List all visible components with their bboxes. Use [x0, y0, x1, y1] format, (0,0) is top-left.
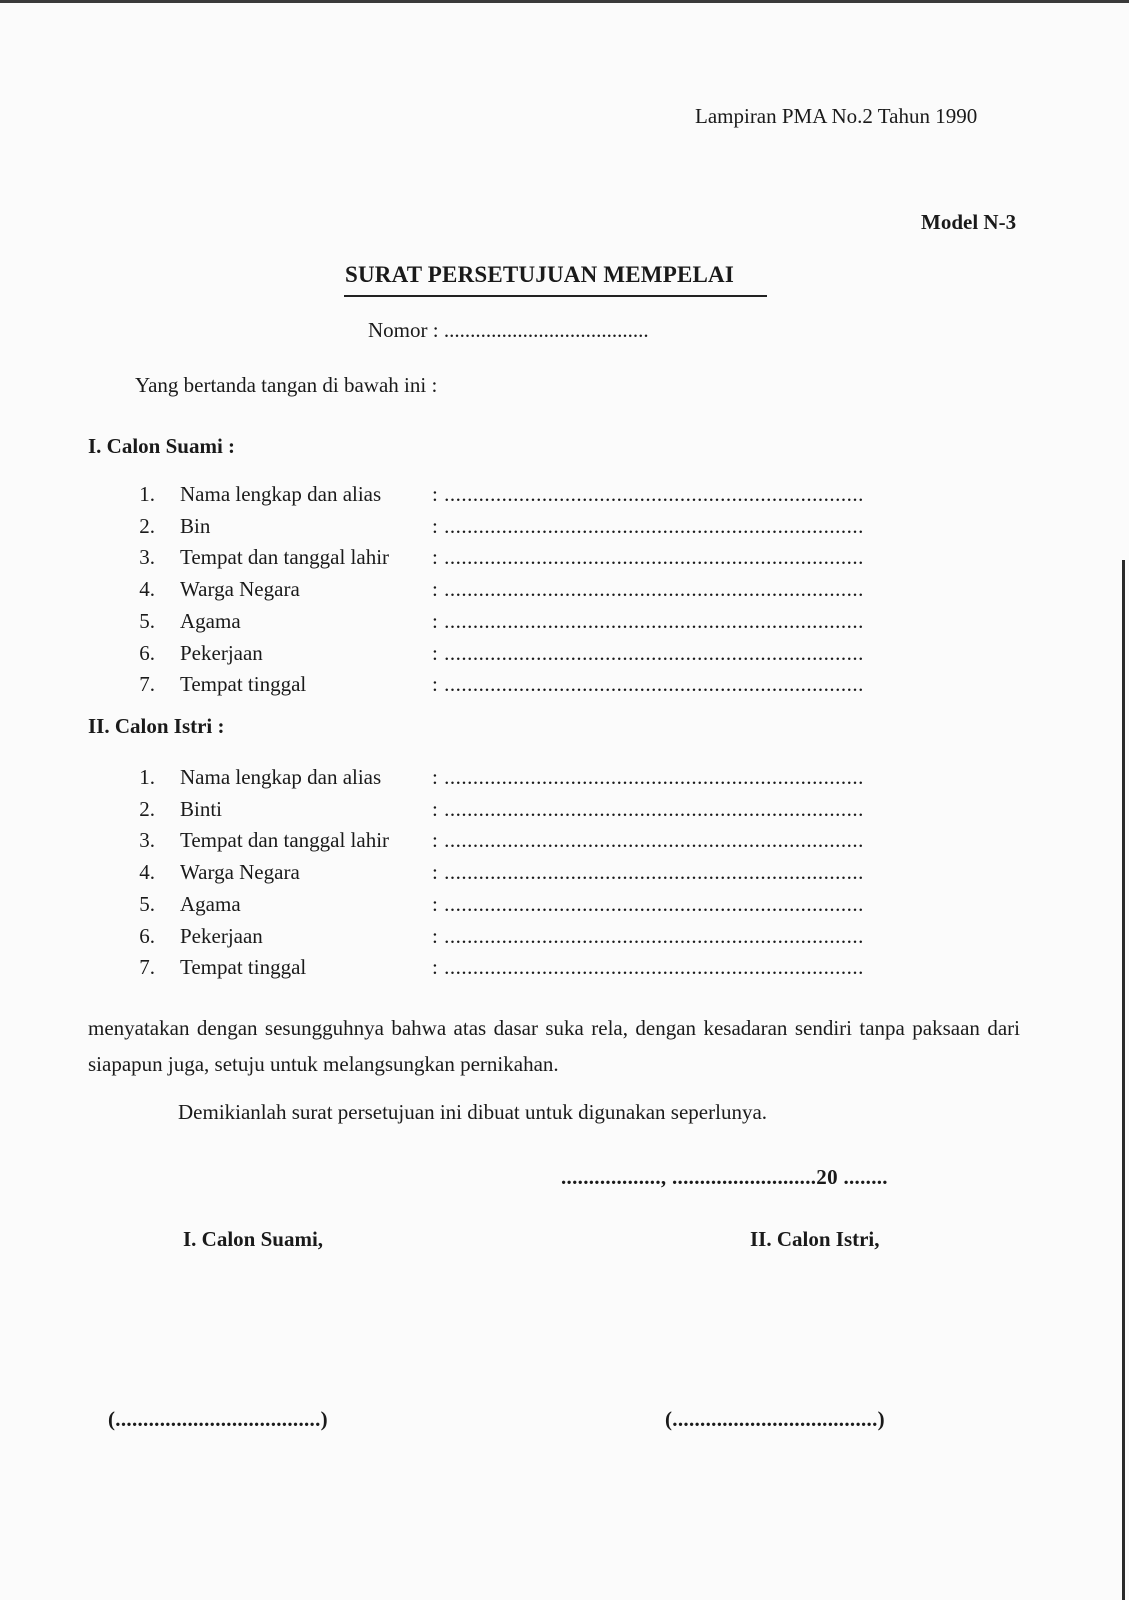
signature-blank-istri: (.....................................): [665, 1407, 885, 1431]
field-label: Agama: [180, 608, 241, 633]
field-number: 5.: [139, 608, 155, 633]
field-label: Warga Negara: [180, 577, 300, 602]
field-value-blank: : .........................................................................: [432, 513, 864, 538]
field-row: [0, 828, 1129, 859]
field-number: 7.: [139, 672, 155, 697]
field-value-blank: : .........................................................................: [432, 955, 864, 980]
title-underline: [344, 295, 767, 297]
field-value-blank: : .........................................................................: [432, 891, 864, 916]
signature-blank-suami: (.....................................): [108, 1407, 328, 1431]
intro-text: Yang bertanda tangan di bawah ini :: [135, 373, 438, 397]
field-row: [0, 609, 1129, 640]
field-label: Nama lengkap dan alias: [180, 765, 382, 789]
field-row: [0, 924, 1129, 955]
field-row: [0, 860, 1129, 891]
scan-edge-right: [1122, 560, 1125, 1600]
field-value-blank: : .........................................................................: [432, 923, 864, 948]
form-model-code: Model N-3: [921, 210, 1017, 234]
field-label: Warga Negara: [180, 860, 300, 885]
field-label: Tempat tinggal: [180, 955, 307, 980]
field-number: 7.: [139, 955, 155, 980]
field-label: Agama: [180, 891, 241, 916]
field-value-blank: : .........................................................................: [432, 828, 864, 853]
field-number: 3.: [139, 828, 155, 853]
field-number: 2.: [139, 796, 155, 821]
field-label: Pekerjaan: [180, 640, 263, 665]
field-label: Binti: [180, 796, 223, 821]
section-heading-istri: II. Calon Istri :: [88, 714, 225, 738]
field-row: [0, 482, 1129, 513]
field-value-blank: : .........................................................................: [432, 640, 864, 665]
field-row: [0, 577, 1129, 608]
field-value-blank: : .........................................................................: [432, 545, 864, 570]
field-row: [0, 641, 1129, 672]
scan-edge-top: [0, 0, 1129, 3]
field-label: Nama lengkap dan alias: [180, 482, 382, 506]
field-label: Pekerjaan: [180, 923, 263, 948]
field-label: Bin: [180, 513, 211, 538]
field-number: 5.: [139, 891, 155, 916]
field-value-blank: : .........................................................................: [432, 796, 864, 821]
field-label: Tempat dan tanggal lahir: [180, 828, 390, 853]
field-value-blank: : .........................................................................: [432, 765, 864, 789]
field-row: [0, 955, 1129, 986]
field-row: [0, 892, 1129, 923]
signature-label-istri: II. Calon Istri,: [750, 1227, 880, 1251]
field-label: Tempat tinggal: [180, 672, 307, 697]
field-value-blank: : .........................................................................: [432, 860, 864, 885]
document-number: Nomor : .......................................: [368, 318, 649, 342]
field-number: 6.: [139, 640, 155, 665]
field-row: [0, 514, 1129, 545]
signature-label-suami: I. Calon Suami,: [183, 1227, 324, 1251]
field-value-blank: : .........................................................................: [432, 608, 864, 633]
field-row: [0, 672, 1129, 703]
field-value-blank: : .........................................................................: [432, 482, 864, 506]
field-number: 1.: [139, 482, 155, 506]
field-row: [0, 797, 1129, 828]
lampiran-reference: Lampiran PMA No.2 Tahun 1990: [695, 104, 978, 128]
place-date-line: .................., ..........................20 ........: [561, 1165, 888, 1189]
section-heading-suami: I. Calon Suami :: [88, 434, 236, 458]
field-label: Tempat dan tanggal lahir: [180, 545, 390, 570]
field-number: 4.: [139, 860, 155, 885]
closing-sentence: Demikianlah surat persetujuan ini dibuat untuk digunakan seperlunya.: [178, 1100, 768, 1124]
field-number: 1.: [139, 765, 155, 789]
field-value-blank: : .........................................................................: [432, 577, 864, 602]
field-row: [0, 765, 1129, 796]
document-title: SURAT PERSETUJUAN MEMPELAI: [345, 262, 735, 287]
field-number: 6.: [139, 923, 155, 948]
field-number: 2.: [139, 513, 155, 538]
field-row: [0, 545, 1129, 576]
field-number: 4.: [139, 577, 155, 602]
statement-paragraph: menyatakan dengan sesungguhnya bahwa atas dasar suka rela, dengan kesadaran sendiri tanpa paksaan dari siapapun juga, setuju untuk melangsungkan pernikahan.: [88, 1016, 1020, 1076]
field-value-blank: : .........................................................................: [432, 672, 864, 697]
field-number: 3.: [139, 545, 155, 570]
